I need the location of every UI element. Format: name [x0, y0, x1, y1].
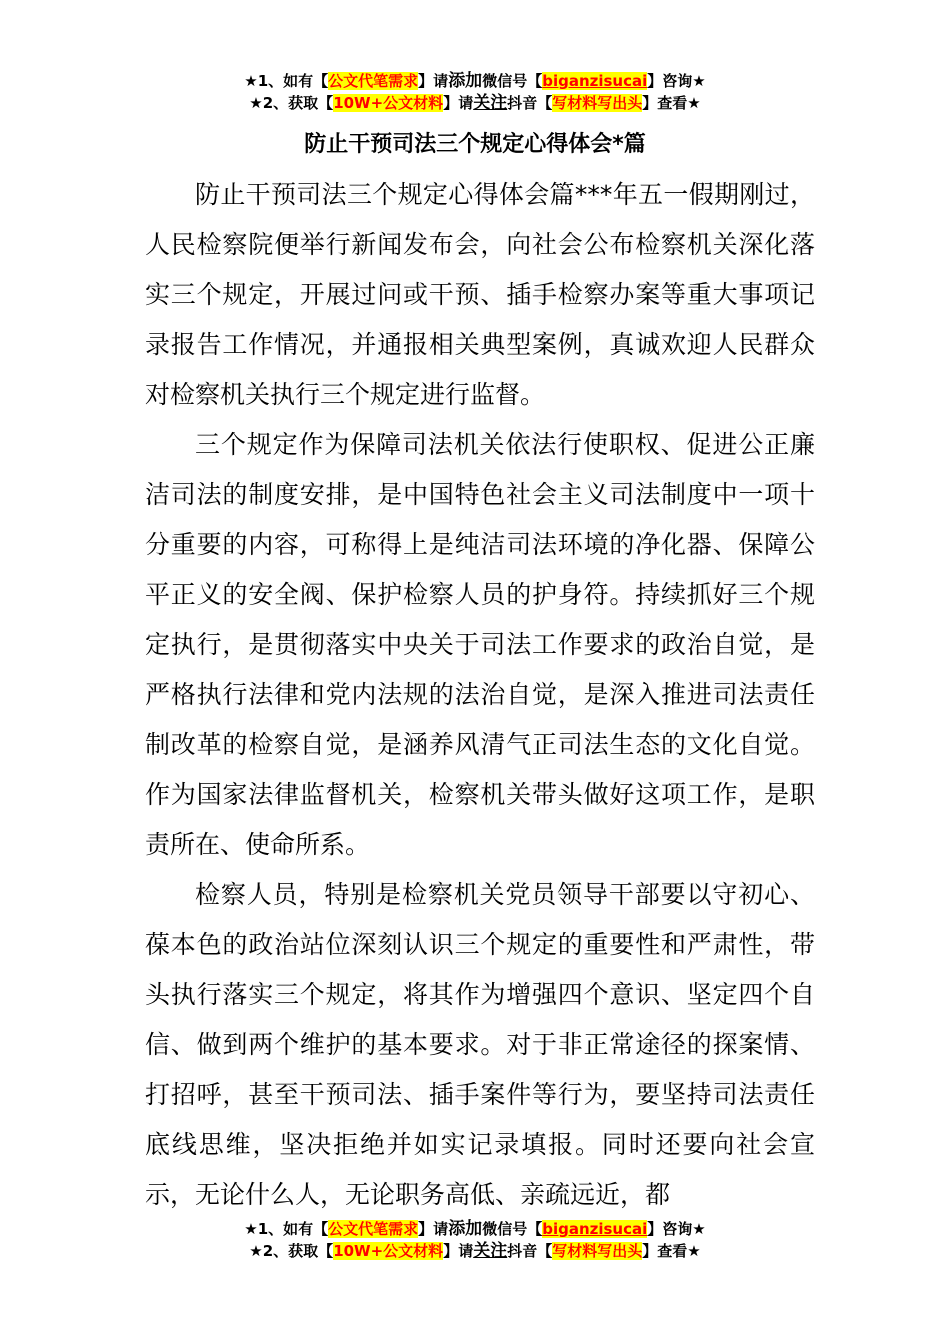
paragraph-1: 防止干预司法三个规定心得体会篇***年五一假期刚过，人民检察院便举行新闻发布会，向社会公布检察机关深化落实三个规定，开展过问或干预、插手检察办案等重大事项记录报告工作情况，并通报相关典型案例，真诚欢迎人民群众对检察机关执行三个规定进行监督。: [145, 180, 815, 409]
footer-ad-2-suffix: 】查看★: [642, 1242, 701, 1260]
header-ad-1-highlight-service: 公文代笔需求: [328, 72, 419, 90]
footer-ad-1-mid2: 微信号【: [482, 1220, 543, 1238]
footer-ad-2-douyin-id[interactable]: 写材料写出头: [552, 1242, 643, 1260]
footer-ad-1-mid1: 】请: [418, 1220, 449, 1238]
header-ad-2-mid1: 】请: [443, 94, 474, 112]
footer-ad-2-prefix: ★2、获取【: [249, 1242, 334, 1260]
header-ad-1-mid1: 】请: [418, 72, 449, 90]
header-ad-2-mid2: 抖音【: [507, 94, 553, 112]
footer-ad-1-emph: 添加: [448, 1219, 483, 1239]
header-ad-line-1: [0, 70, 950, 92]
paragraph-3: 检察人员，特别是检察机关党员领导干部要以守初心、葆本色的政治站位深刻认识三个规定的重要性和严肃性，带头执行落实三个规定，将其作为增强四个意识、坚定四个自信、做到两个维护的基本要求。对于非正常途径的探案情、打招呼，甚至干预司法、插手案件等行为，要坚持司法责任底线思维，坚决拒绝并如实记录填报。同时还要向社会宣示，无论什么人，无论职务高低、亲疏远近，都: [145, 880, 815, 1209]
paragraph-2: 三个规定作为保障司法机关依法行使职权、促进公正廉洁司法的制度安排，是中国特色社会主义司法制度中一项十分重要的内容，可称得上是纯洁司法环境的净化器、保障公平正义的安全阀、保护检察人员的护身符。持续抓好三个规定执行，是贯彻落实中央关于司法工作要求的政治自觉，是严格执行法律和党内法规的法治自觉，是深入推进司法责任制改革的检察自觉，是涵养风清气正司法生态的文化自觉。作为国家法律监督机关，检察机关带头做好这项工作，是职责所在、使命所系。: [145, 430, 815, 859]
footer-ad: [0, 1218, 950, 1262]
header-ad-1-mid2: 微信号【: [482, 72, 543, 90]
header-ad-line-2: [0, 92, 950, 114]
header-ad-1-suffix: 】咨询★: [647, 72, 706, 90]
footer-ad-2-highlight-materials: 10W+公文材料: [333, 1242, 444, 1260]
header-ad-2-highlight-materials: 10W+公文材料: [333, 94, 444, 112]
footer-ad-line-1: [0, 1218, 950, 1240]
footer-ad-line-2: [0, 1240, 950, 1262]
header-ad-2-prefix: ★2、获取【: [249, 94, 334, 112]
header-ad-2-suffix: 】查看★: [642, 94, 701, 112]
footer-ad-2-mid1: 】请: [443, 1242, 474, 1260]
header-ad-1-emph: 添加: [448, 71, 483, 91]
header-ad: [0, 70, 950, 114]
header-ad-1-prefix: ★1、如有【: [244, 72, 329, 90]
footer-ad-1-prefix: ★1、如有【: [244, 1220, 329, 1238]
footer-ad-1-wechat-id[interactable]: biganzisucai: [542, 1220, 648, 1238]
document-body: [145, 170, 815, 1220]
footer-ad-2-mid2: 抖音【: [507, 1242, 553, 1260]
header-ad-1-wechat-id[interactable]: biganzisucai: [542, 72, 648, 90]
footer-ad-1-suffix: 】咨询★: [647, 1220, 706, 1238]
footer-ad-2-emph: 关注: [473, 1241, 508, 1261]
header-ad-2-emph: 关注: [473, 93, 508, 113]
document-title: 防止干预司法三个规定心得体会*篇: [304, 132, 646, 157]
header-ad-2-douyin-id[interactable]: 写材料写出头: [552, 94, 643, 112]
footer-ad-1-highlight-service: 公文代笔需求: [328, 1220, 419, 1238]
